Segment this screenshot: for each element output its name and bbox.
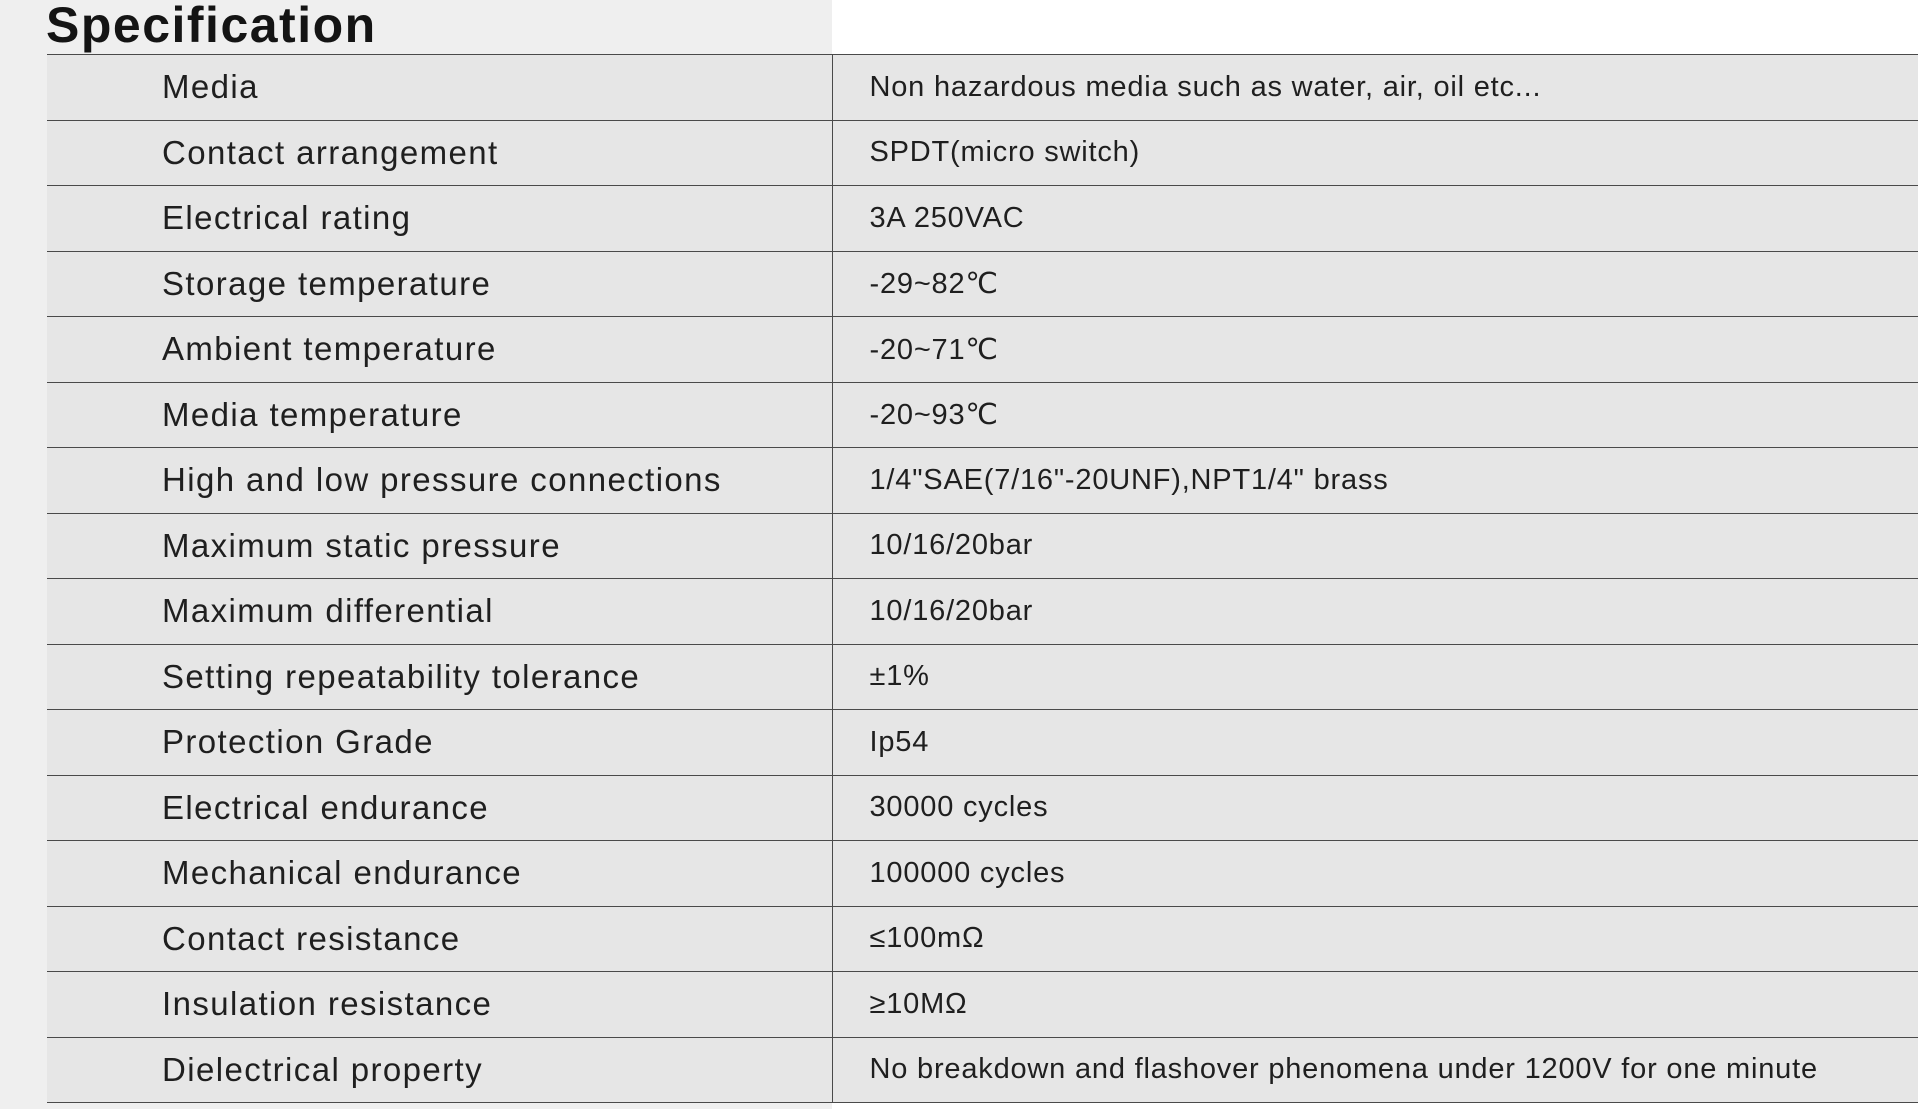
spec-value: ≥10MΩ <box>832 972 1918 1038</box>
table-row <box>47 448 1918 514</box>
table-row <box>47 251 1918 317</box>
spec-value: 10/16/20bar <box>832 513 1918 579</box>
table-row <box>47 1037 1918 1103</box>
spec-value: 30000 cycles <box>832 775 1918 841</box>
spec-value: SPDT(micro switch) <box>832 120 1918 186</box>
spec-value: 3A 250VAC <box>832 186 1918 252</box>
page-title: Specification <box>46 0 377 53</box>
table-row <box>47 775 1918 841</box>
spec-label: Mechanical endurance <box>47 841 832 907</box>
spec-label: Ambient temperature <box>47 317 832 383</box>
spec-value: 1/4"SAE(7/16"-20UNF),NPT1/4" brass <box>832 448 1918 514</box>
table-row <box>47 186 1918 252</box>
spec-label: Media <box>47 55 832 121</box>
spec-label: Media temperature <box>47 382 832 448</box>
table-row <box>47 710 1918 776</box>
table-row <box>47 317 1918 383</box>
spec-value: Non hazardous media such as water, air, oil etc... <box>832 55 1918 121</box>
spec-label: Electrical endurance <box>47 775 832 841</box>
spec-value: -29~82℃ <box>832 251 1918 317</box>
table-row <box>47 972 1918 1038</box>
spec-label: Maximum differential <box>47 579 832 645</box>
spec-value: -20~71℃ <box>832 317 1918 383</box>
specification-table <box>47 54 1918 1103</box>
spec-value: ±1% <box>832 644 1918 710</box>
table-row <box>47 906 1918 972</box>
table-row <box>47 644 1918 710</box>
spec-value: Ip54 <box>832 710 1918 776</box>
table-row <box>47 513 1918 579</box>
spec-label: Electrical rating <box>47 186 832 252</box>
table-row <box>47 55 1918 121</box>
table-row <box>47 579 1918 645</box>
spec-value: 10/16/20bar <box>832 579 1918 645</box>
spec-value: 100000 cycles <box>832 841 1918 907</box>
spec-label: Insulation resistance <box>47 972 832 1038</box>
table-row <box>47 382 1918 448</box>
table-row <box>47 120 1918 186</box>
spec-value: -20~93℃ <box>832 382 1918 448</box>
spec-label: Maximum static pressure <box>47 513 832 579</box>
spec-label: Contact arrangement <box>47 120 832 186</box>
spec-value: No breakdown and flashover phenomena under 1200V for one minute <box>832 1037 1918 1103</box>
spec-label: Setting repeatability tolerance <box>47 644 832 710</box>
spec-label: Contact resistance <box>47 906 832 972</box>
spec-value: ≤100mΩ <box>832 906 1918 972</box>
spec-label: High and low pressure connections <box>47 448 832 514</box>
spec-label: Storage temperature <box>47 251 832 317</box>
spec-label: Dielectrical property <box>47 1037 832 1103</box>
table-row <box>47 841 1918 907</box>
spec-label: Protection Grade <box>47 710 832 776</box>
